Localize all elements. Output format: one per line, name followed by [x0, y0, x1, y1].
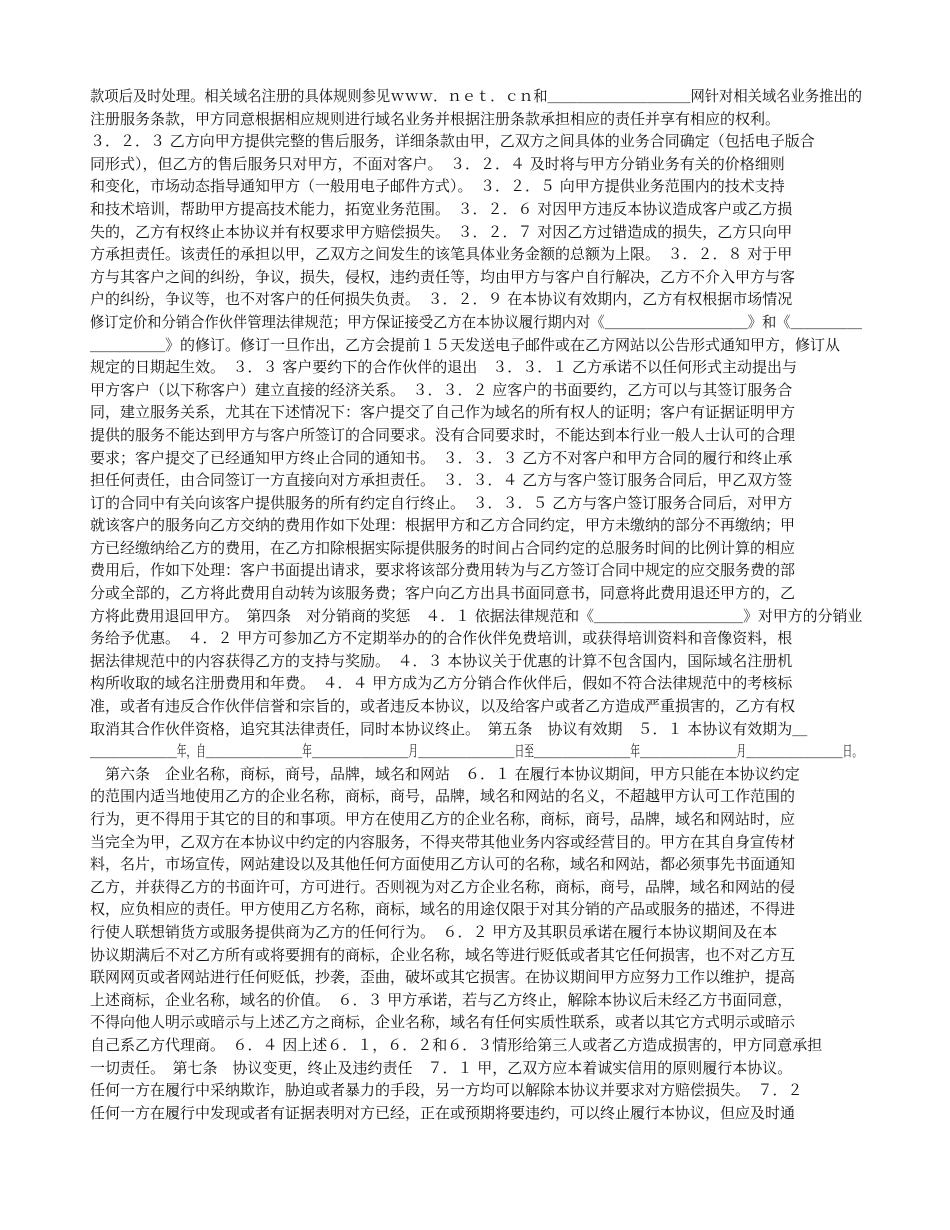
text-line: 的范围内适当地使用乙方的企业名称，商标，商号，品牌，域名和网站的名义，不超越甲方认可工作范围的	[90, 787, 796, 806]
text-line: 行为，更不得用于其它的目的和事项。甲方在使用乙方的企业名称，商标，商号，品牌，域名和网站时，应	[90, 810, 796, 828]
text-line: 方已经缴纳给乙方的费用，在乙方扣除根据实际提供服务的时间占合同约定的总服务时间的比例计算的相应	[90, 538, 796, 557]
text-line: 第六条 企业名称，商标，商号，品牌，域名和网站 ６．１ 在履行本协议期间，甲方只能在本协议约定	[90, 764, 800, 783]
text-line: ＿＿＿＿＿》的修订。修订一旦作出，乙方会提前１５天发送电子邮件或在乙方网站以公告形式通知甲方，修订从	[90, 335, 841, 354]
text-line: ＿＿＿＿＿＿＿＿＿年，自＿＿＿＿＿＿＿＿＿＿年＿＿＿＿＿＿＿＿＿＿月＿＿＿＿＿＿＿＿＿＿日至＿＿＿＿＿＿＿＿＿＿年＿＿＿＿＿＿＿＿＿＿月＿＿＿＿＿＿＿＿＿＿日。	[90, 742, 862, 761]
text-line: 规定的日期起生效。 ３．３ 客户要约下的合作伙伴的退出 ３．３．１ 乙方承诺不以任何形式主动提出与	[90, 358, 798, 377]
text-line: 就该客户的服务向乙方交纳的费用作如下处理：根据甲方和乙方合同约定，甲方未缴纳的部分不再缴纳；甲	[90, 516, 796, 535]
text-line: 构所收取的域名注册费用和年费。 ４．４ 甲方成为乙方分销合作伙伴后，假如不符合法律规范中的考核标	[90, 674, 793, 693]
text-line: 据法律规范中的内容获得乙方的支持与奖励。 ４．３ 本协议关于优惠的计算不包含国内，国际域名注册机	[90, 651, 793, 670]
text-line: 当完全为甲，乙双方在本协议中约定的内容服务，不得夹带其他业务内容或经营目的。甲方在其自身宣传材	[90, 832, 796, 851]
text-line: 取消其合作伙伴资格，追究其法律责任，同时本协议终止。 第五条 协议有效期 ５．１ 本协议有效期为＿	[90, 719, 808, 738]
text-line: 乙方，并获得乙方的书面许可，方可进行。否则视为对乙方企业名称，商标，商号，品牌，域名和网站的侵	[90, 877, 796, 896]
text-line: 失的，乙方有权终止本协议并有权要求甲方赔偿损失。 ３．２．７ 对因乙方过错造成的损失，乙方只向甲	[90, 222, 793, 241]
text-line: 不得向他人明示或暗示与上述乙方之商标，企业名称，域名有任何实质性联系，或者以其它方式明示或暗示	[90, 1013, 796, 1032]
text-line: 分或全部的，乙方将此费用自动转为该服务费；客户向乙方出具书面同意书，同意将此费用退还甲方的，乙	[90, 584, 796, 603]
text-line: 方承担责任。该责任的承担以甲，乙双方之间发生的该笔具体业务金额的总额为上限。 ３．２．８ 对于甲	[90, 245, 793, 264]
text-line: 联网网页或者网站进行任何贬低，抄袭，歪曲，破坏或其它损害。在协议期间甲方应努力工作以维护，提高	[90, 968, 796, 987]
text-line: 要求；客户提交了已经通知甲方终止合同的通知书。 ３．３．３ 乙方不对客户和甲方合同的履行和终止承	[90, 448, 793, 467]
text-line: 任何一方在履行中采纳欺诈，胁迫或者暴力的手段，另一方均可以解除本协议并要求对方赔偿损失。 ７．２	[90, 1081, 803, 1100]
text-line: 行使人联想销货方或服务提供商为乙方的任何行为。 ６．２ 甲方及其职员承诺在履行本协议期间及在本	[90, 922, 778, 941]
text-line: 同形式），但乙方的售后服务只对甲方，不面对客户。 ３．２．４ 及时将与甲方分销业务有关的价格细则	[90, 154, 785, 173]
text-line: 权，应负相应的责任。甲方使用乙方名称，商标，域名的用途仅限于对其分销的产品或服务的描述，不得进	[90, 900, 796, 919]
text-line: 担任何责任，由合同签订一方直接向对方承担责任。 ３．３．４ 乙方与客户签订服务合同后，甲乙双方签	[90, 471, 793, 490]
text-line: 方与其客户之间的纠纷，争议，损失，侵权，违约责任等，均由甲方与客户自行解决，乙方不介入甲方与客	[90, 267, 796, 286]
text-line: 和技术培训，帮助甲方提高技术能力，拓宽业务范围。 ３．２．６ 对因甲方违反本协议造成客户或乙方损	[90, 199, 793, 218]
text-line: 方将此费用退回甲方。 第四条 对分销商的奖惩 ４．１ 依据法律规范和《＿＿＿＿＿＿＿＿＿＿》对甲方的分销业	[90, 606, 863, 625]
text-line: 任何一方在履行中发现或者有证据表明对方已经，正在或预期将要违约，可以终止履行本协议，但应及时通	[90, 1103, 796, 1122]
text-line: 一切责任。 第七条 协议变更，终止及违约责任 ７．１ 甲，乙双方应本着诚实信用的原则履行本协议。	[90, 1058, 793, 1077]
text-line: 订的合同中有关向该客户提供服务的所有约定自行终止。 ３．３．５ 乙方与客户签订服务合同后，对甲方	[90, 493, 793, 512]
text-line: 户的纠纷，争议等，也不对客户的任何损失负责。 ３．２．９ 在本协议有效期内，乙方有权根据市场情况	[90, 290, 793, 309]
text-line: 协议期满后不对乙方所有或将要拥有的商标，企业名称，域名等进行贬低或者其它任何损害，也不对乙方互	[90, 945, 796, 964]
text-line: 料，名片，市场宣传，网站建设以及其他任何方面使用乙方认可的名称，域名和网站，都必须事先书面通知	[90, 855, 796, 874]
text-line: 同，建立服务关系，尤其在下述情况下：客户提交了自己作为域名的所有权人的证明；客户有证据证明甲方	[90, 403, 796, 422]
text-line: 注册服务条款，甲方同意根据相应规则进行域名业务并根据注册条款承担相应的责任并享有相应的权利。	[90, 109, 781, 128]
text-line: 款项后及时处理。相关域名注册的具体规则参见ｗｗｗ．ｎｅｔ．ｃｎ和＿＿＿＿＿＿＿＿＿＿网针对相关域名业务推出的	[90, 87, 863, 105]
text-line: ３．２．３ 乙方向甲方提供完整的售后服务，详细条款由甲，乙双方之间具体的业务合同确定（包括电子版合	[90, 132, 815, 151]
text-line: 修订定价和分销合作伙伴管理法律规范；甲方保证接受乙方在本协议履行期内对《＿＿＿＿＿＿＿＿＿＿》和《＿＿＿＿＿	[90, 312, 863, 331]
text-line: 甲方客户（以下称客户）建立直接的经济关系。 ３．３．２ 应客户的书面要约，乙方可以与其签订服务合	[90, 380, 793, 399]
text-line: 务给予优惠。 ４．２ 甲方可参加乙方不定期举办的的合作伙伴免费培训，或获得培训资料和音像资料，根	[90, 629, 793, 648]
text-line: 上述商标，企业名称，域名的价值。 ６．３ 甲方承诺，若与乙方终止，解除本协议后未经乙方书面同意，	[90, 990, 793, 1009]
text-line: 提供的服务不能达到甲方与客户所签订的合同要求。没有合同要求时，不能达到本行业一般人士认可的合理	[90, 425, 796, 444]
text-line: 费用后，作如下处理：客户书面提出请求，要求将该部分费用转为与乙方签订合同中规定的应交服务费的部	[90, 561, 796, 580]
contract-body-text	[90, 85, 862, 1124]
text-line: 自己系乙方代理商。 ６．４ 因上述６．１，６．２和６．３情形给第三人或者乙方造成损害的，甲方同意承担	[90, 1035, 823, 1054]
text-line: 准，或者有违反合作伙伴信誉和宗旨的，或者违反本协议，以及给客户或者乙方造成严重损害的，乙方有权	[90, 697, 796, 716]
text-line: 和变化，市场动态指导通知甲方（一般用电子邮件方式）。 ３．２．５ 向甲方提供业务范围内的技术支持	[90, 177, 785, 196]
